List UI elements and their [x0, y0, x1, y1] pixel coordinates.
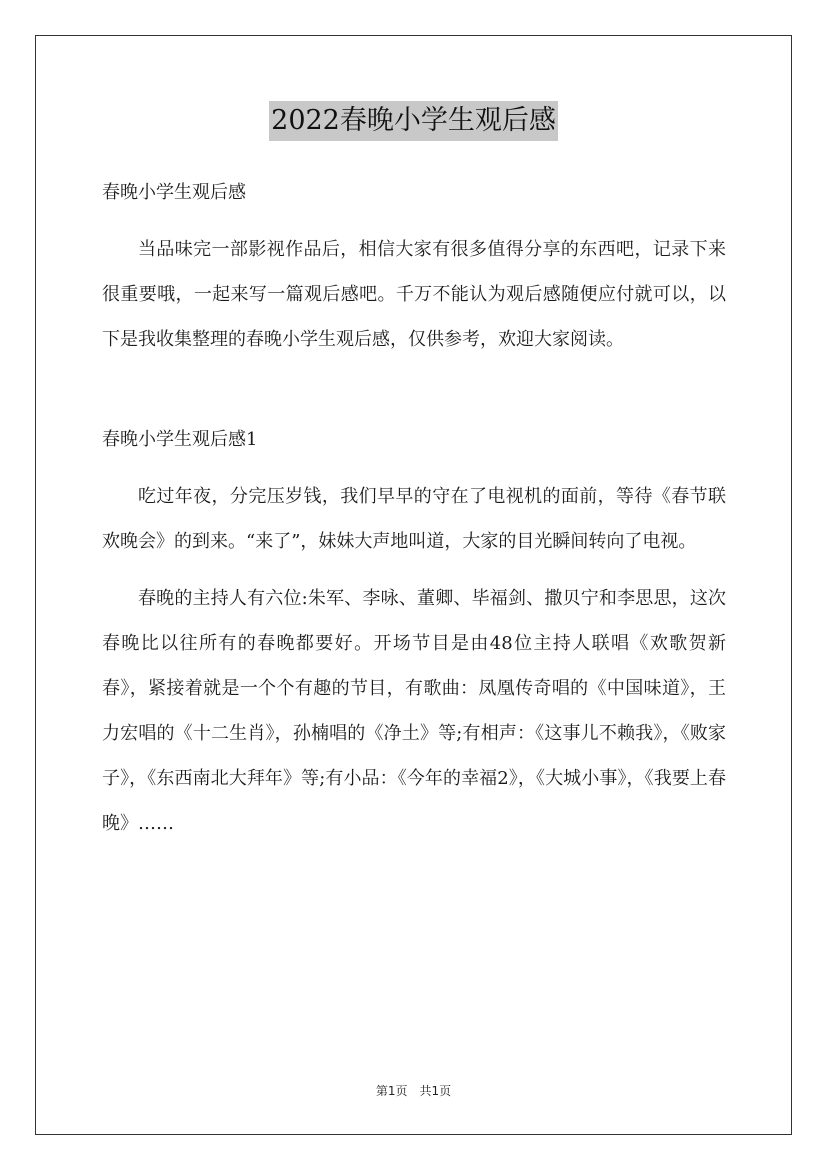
spacer: [102, 215, 726, 227]
page-footer: 第1页 共1页: [375, 1084, 452, 1098]
body-paragraph: 吃过年夜，分完压岁钱，我们早早的守在了电视机的面前，等待《春节联欢晚会》的到来。“来了”，妹妹大声地叫道，大家的目光瞬间转向了电视。: [102, 486, 726, 552]
document-subtitle: 春晚小学生观后感: [102, 182, 246, 203]
section-heading: 春晚小学生观后感1: [102, 429, 258, 450]
spacer: [102, 564, 726, 576]
spacer: [102, 462, 726, 474]
intro-paragraph: 当品味完一部影视作品后，相信大家有很多值得分享的东西吧，记录下来很重要哦，一起来写一篇观后感吧。千万不能认为观后感随便应付就可以，以下是我收集整理的春晚小学生观后感，仅供参考，欢迎大家阅读。: [102, 239, 726, 350]
spacer: [102, 362, 726, 417]
document-body: [102, 170, 726, 846]
body-paragraph: 春晚的主持人有六位:朱军、李咏、董卿、毕福剑、撒贝宁和李思思，这次春晚比以往所有的春晚都要好。开场节目是由48位主持人联唱《欢歌贺新春》，紧接着就是一个个有趣的节目，有歌曲：凤凰传奇唱的《中国味道》，王力宏唱的《十二生肖》，孙楠唱的《净土》等;有相声：《这事儿不赖我》，《败家子》，《东西南北大拜年》等;有小品：《今年的幸福2》，《大城小事》，《我要上春晚》……: [102, 588, 726, 834]
document-title: 2022春晚小学生观后感: [269, 101, 558, 141]
title-wrap: [0, 101, 827, 141]
